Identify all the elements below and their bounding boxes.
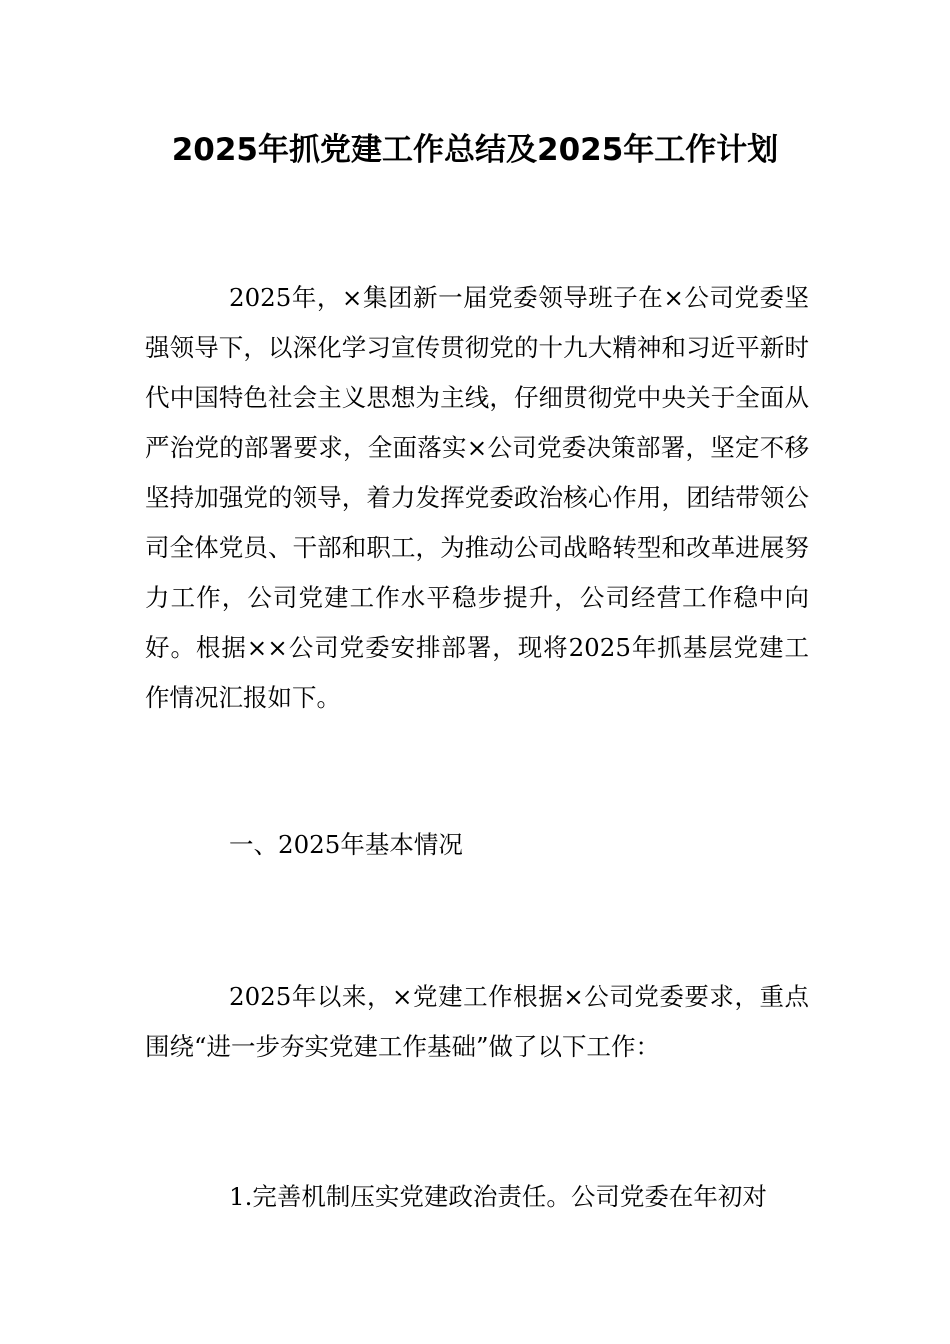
- paragraph-overview: 2025年以来，×党建工作根据×公司党委要求，重点围绕“进一步夯实党建工作基础”做了以下工作：: [145, 982, 809, 1061]
- paragraph-intro: 2025年，×集团新一届党委领导班子在×公司党委坚强领导下，以深化学习宣传贯彻党的十九大精神和习近平新时代中国特色社会主义思想为主线，仔细贯彻党中央关于全面从严治党的部署要求，全面落实×公司党委决策部署，坚定不移坚持加强党的领导，着力发挥党委政治核心作用，团结带领公司全体党员、干部和职工，为推动公司战略转型和改革进展努力工作，公司党建工作水平稳步提升，公司经营工作稳中向好。根据××公司党委安排部署，现将2025年抓基层党建工作情况汇报如下。: [145, 283, 809, 712]
- section-heading-basic-situation: 一、2025年基本情况: [229, 830, 463, 859]
- paragraph-item-1: 1.完善机制压实党建政治责任。公司党委在年初对: [229, 1182, 767, 1211]
- document-title: 2025年抓党建工作总结及2025年工作计划: [171, 132, 779, 168]
